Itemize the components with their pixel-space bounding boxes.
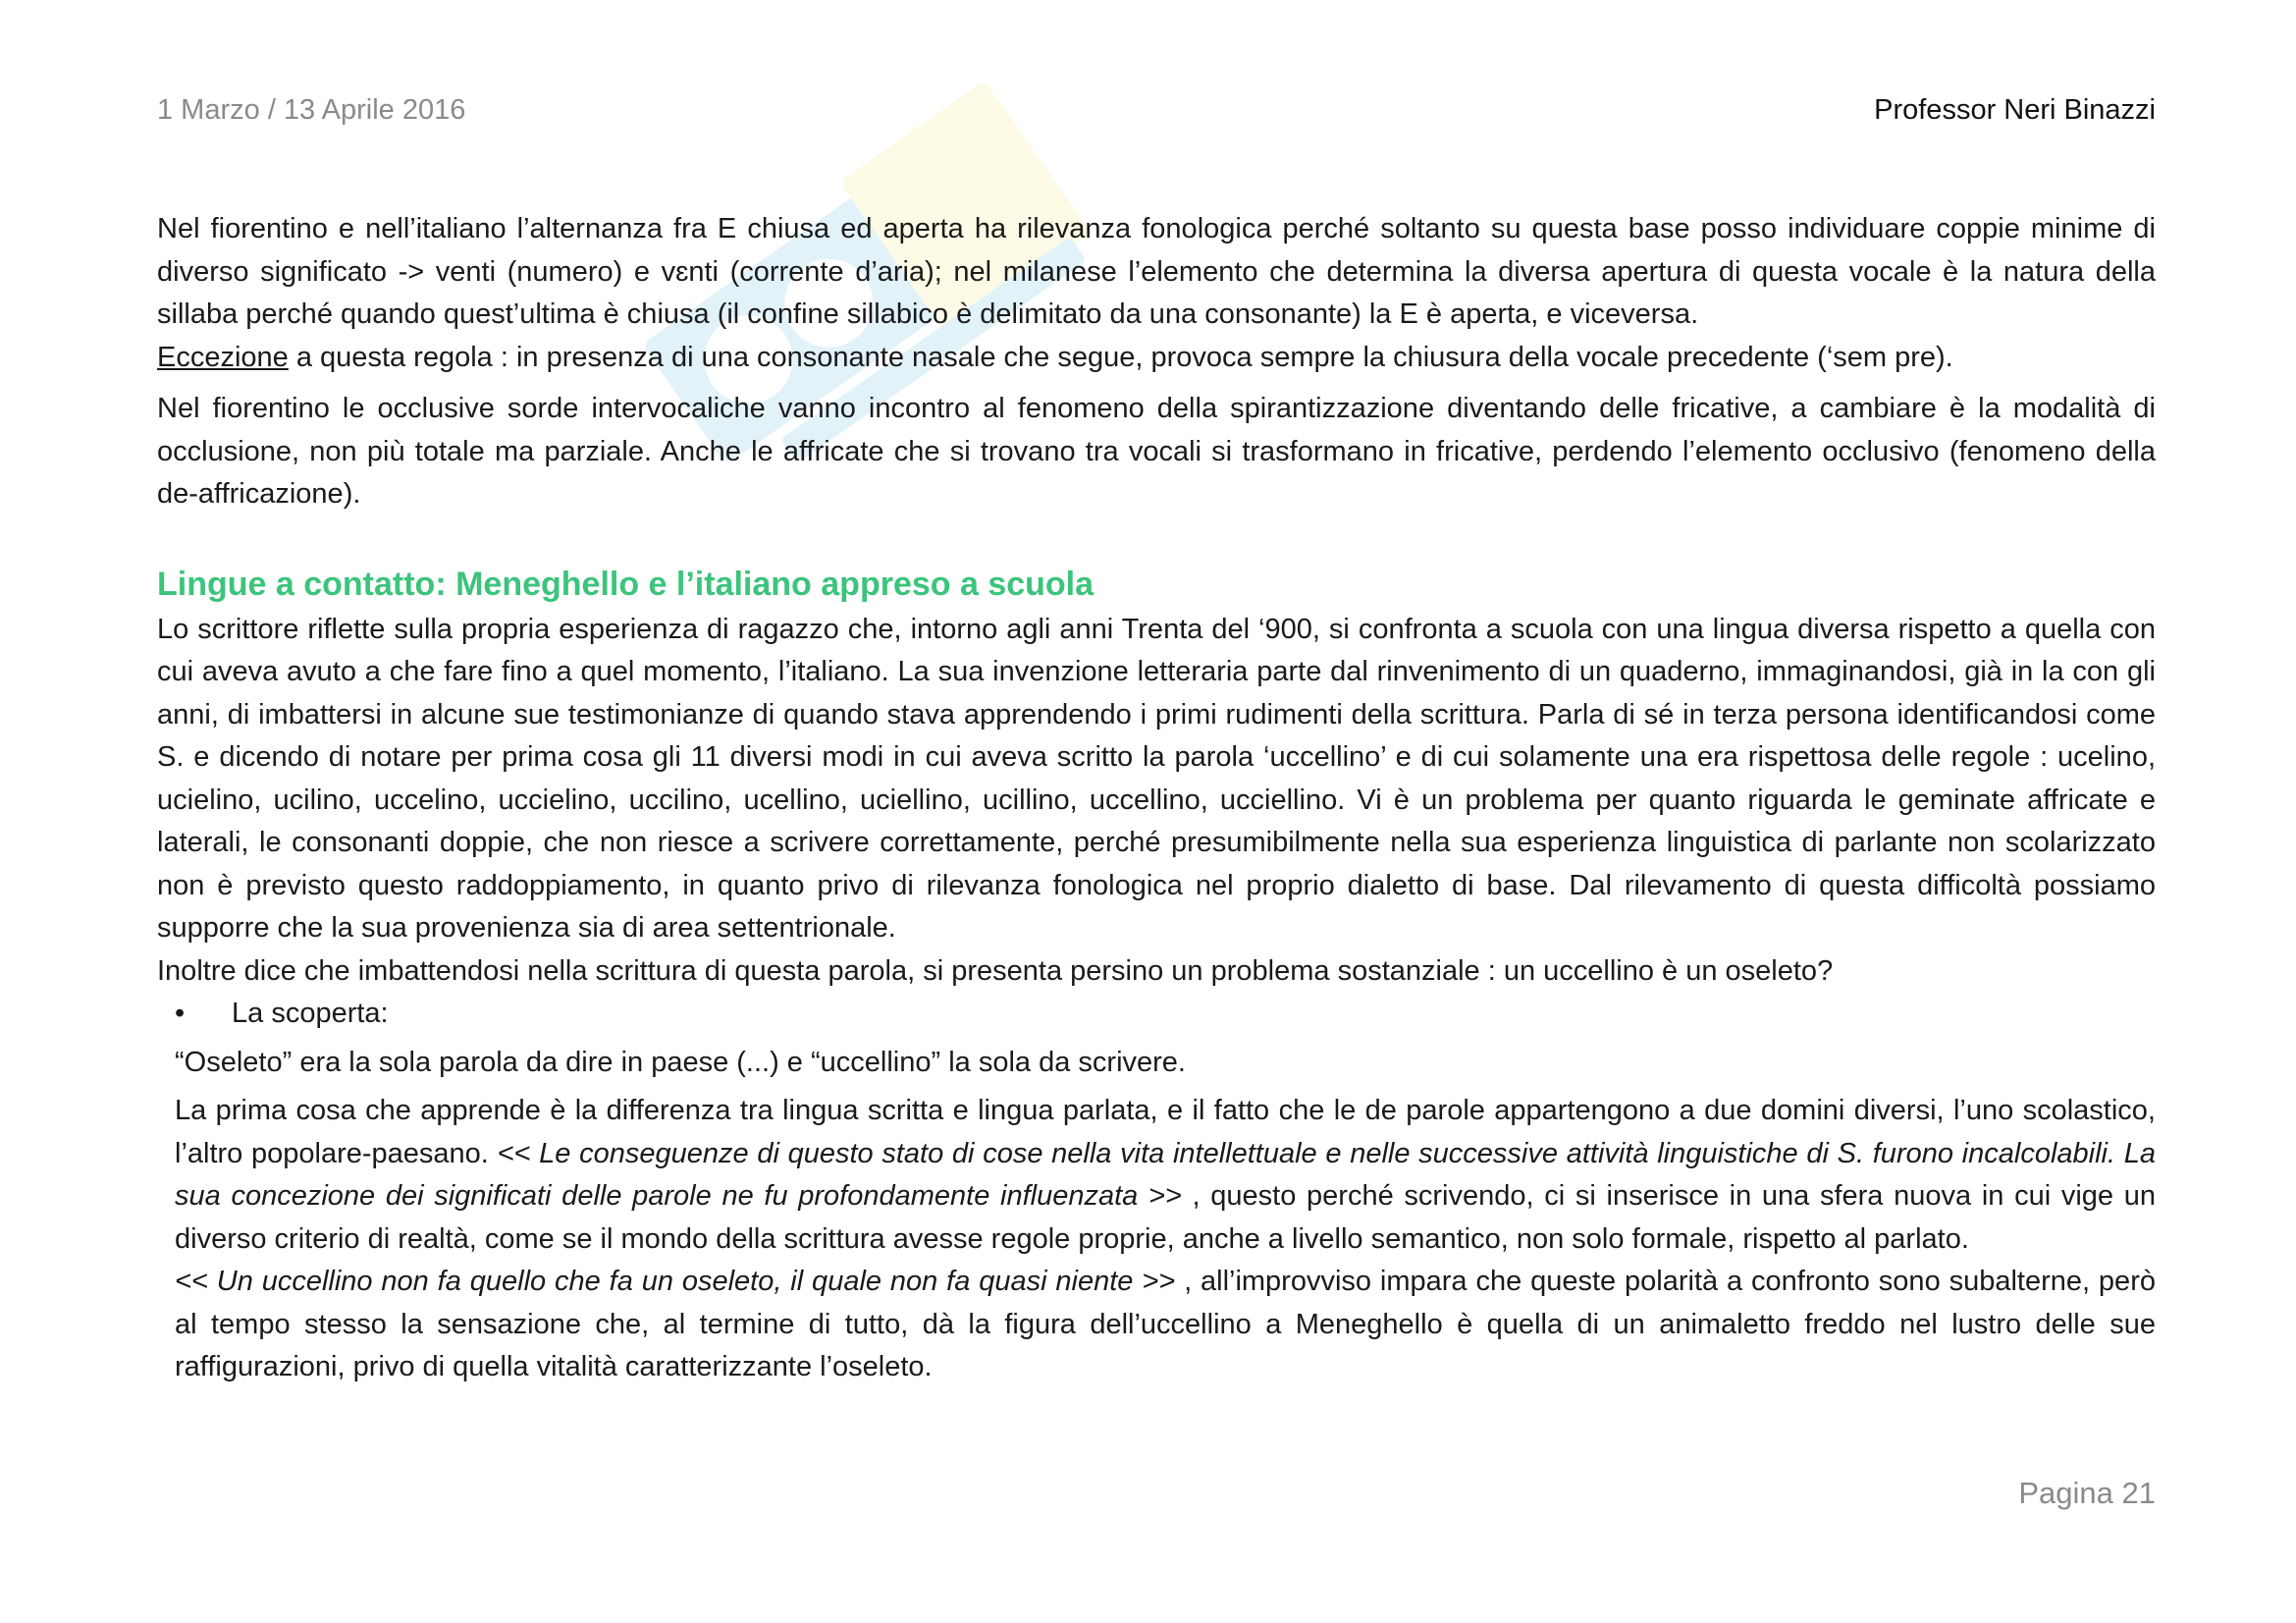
document-body [157, 208, 2156, 1389]
quote-oseleto: “Oseleto” era la sola parola da dire in paese (...) e “uccellino” la sola da scrivere. [175, 1046, 1186, 1078]
underlined-eccezione: Eccezione [157, 341, 289, 373]
paragraph-discovery [157, 1090, 2156, 1261]
p6-quote: << Un uccellino non fa quello che fa un oseleto, il quale non fa quasi niente >> [175, 1266, 1176, 1297]
p4-word-uccellino: uccellino [1543, 954, 1654, 987]
page-number: Pagina 21 [2018, 1476, 2156, 1510]
page-header [157, 94, 2156, 134]
p4-mid: è un [1653, 954, 1726, 987]
p6-end: , all’improvviso impara che queste polarità a confronto sono subalterne, però al tempo stesso la sensazione che, al termine di tutto, dà la figura dell’uccellino a Meneghello è quella di un animaletto freddo nel lustro delle sue raffigurazioni, privo di quella vitalità caratterizzante l’oseleto. [175, 1266, 2156, 1382]
list-item [157, 993, 2156, 1036]
paragraph-polarity [157, 1261, 2156, 1389]
p4-end: ? [1817, 954, 1834, 987]
p5-quote: << Le conseguenze di questo stato di cose nella vita intellettuale e nelle successive attività linguistiche di S. furono incalcolabili. La sua concezione dei significati delle parole ne fu profondamente influenzata >> [175, 1137, 2156, 1212]
paragraph-vowels-end: a questa regola : in presenza di una consonante nasale che segue, provoca sempre la chiusura della vocale precedente (‘sem pre). [288, 341, 1953, 373]
paragraph-vowels [157, 208, 2156, 379]
header-date: 1 Marzo / 13 Aprile 2016 [157, 94, 466, 126]
section-heading: Lingue a contatto: Meneghello e l’italiano appreso a scuola [157, 565, 1095, 603]
paragraph-uccellino [157, 950, 2156, 994]
p5-end: , questo perché scrivendo, ci si inserisce in una sfera nuova in cui vige un diverso criterio di realtà, come se il mondo della scrittura avesse regole proprie, anche a livello semantico, non solo formale, rispetto al parlato. [175, 1180, 2156, 1255]
bullet-label: La scoperta: [232, 998, 389, 1029]
paragraph-vowels-text: Nel fiorentino e nell’italiano l’alternanza fra E chiusa ed aperta ha rilevanza fonologica perché soltanto su questa base posso individuare coppie minime di diverso significato -> venti (numero) e vɛnti (corrente d’aria); nel milanese l’elemento che determina la diversa apertura di questa vocale è la natura della sillaba perché quando quest’ultima è chiusa (il confine sillabico è delimitato da una consonante) la E è aperta, e viceversa. [157, 213, 2156, 330]
p4-start: Inoltre dice che imbattendosi nella scrittura di questa parola, si presenta persino un problema sostanziale : un [157, 954, 1544, 987]
header-professor: Professor Neri Binazzi [1874, 94, 2156, 126]
p4-word-oseleto: oseleto [1725, 954, 1818, 987]
p5-start: La prima cosa che apprende è la differenza tra lingua scritta e lingua parlata, e il fatto che le de parole appartengono a due domini diversi, l’uno scolastico, l’altro popolare-paesano. [175, 1095, 2156, 1169]
paragraph-writer: Lo scrittore riflette sulla propria esperienza di ragazzo che, intorno agli anni Trenta del ‘900, si confronta a scuola con una lingua diversa rispetto a quella con cui aveva avuto a che fare fino a quel momento, l’italiano. La sua invenzione letteraria parte dal rinvenimento di un quaderno, immaginandosi, già in la con gli anni, di imbattersi in alcune sue testimonianze di quando stava apprendendo i primi rudimenti della scrittura. Parla di sé in terza persona identificandosi come S. e dicendo di notare per prima cosa gli 11 diversi modi in cui aveva scritto la parola ‘uccellino’ e di cui solamente una era rispettosa delle regole : ucelino, ucielino, ucilino, uccelino, uccielino, uccilino, ucellino, uciellino, ucillino, uccellino, ucciellino. Vi è un problema per quanto riguarda le geminate affricate e laterali, le consonanti doppie, che non riesce a scrivere correttamente, perché presumibilmente nella sua esperienza linguistica di parlante non scolarizzato non è previsto questo raddoppiamento, in quanto privo di rilevanza fonologica nel proprio dialetto di base. Dal rilevamento di questa difficoltà possiamo supporre che la sua provenienza sia di area settentrionale. [157, 613, 2156, 944]
bullet-icon: • [175, 998, 186, 1029]
paragraph-occlusives: Nel fiorentino le occlusive sorde intervocaliche vanno incontro al fenomeno della spirantizzazione diventando delle fricative, a cambiare è la modalità di occlusione, non più totale ma parziale. Anche le affricate che si trovano tra vocali si trasformano in fricative, perdendo l’elemento occlusivo (fenomeno della de-affricazione). [157, 393, 2156, 510]
